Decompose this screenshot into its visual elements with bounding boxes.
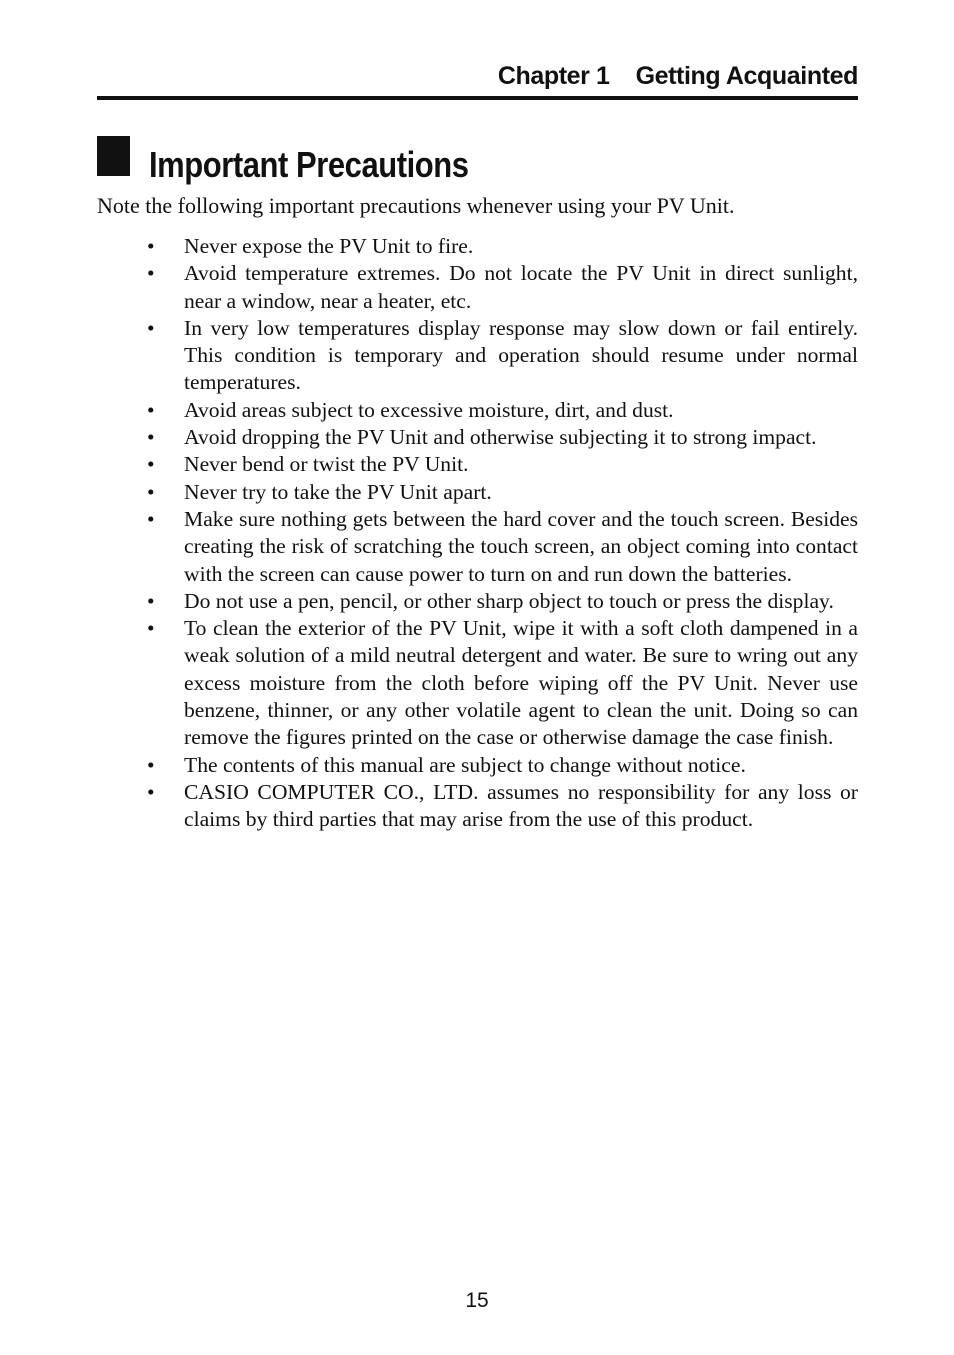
bullet-icon: • [147,452,155,477]
precautions-list [97,233,858,834]
section-marker-block [97,136,130,176]
list-item-text: Avoid temperature extremes. Do not locate the PV Unit in direct sunlight, near a window, near a heater, etc. [184,261,858,313]
list-item [97,506,858,588]
list-item-text: Do not use a pen, pencil, or other sharp object to touch or press the display. [184,588,834,613]
header-rule [97,96,858,100]
bullet-icon: • [147,315,155,340]
list-item [97,451,858,478]
list-item-text: CASIO COMPUTER CO., LTD. assumes no responsibility for any loss or claims by third parties that may arise from the use of this product. [184,779,858,832]
list-item [97,615,858,751]
list-item-text: Avoid areas subject to excessive moisture, dirt, and dust. [184,397,674,422]
chapter-title: Getting Acquainted [635,62,858,90]
list-item [97,315,858,397]
bullet-icon: • [147,588,155,613]
bullet-icon: • [147,506,155,531]
bullet-icon: • [147,425,155,450]
bullet-icon: • [147,261,155,286]
page-title: Important Precautions [149,144,469,185]
bullet-icon: • [147,779,155,804]
list-item [97,752,858,779]
list-item-text: Make sure nothing gets between the hard cover and the touch screen. Besides creating the risk of scratching the touch screen, an object coming into contact with the screen can cause power to turn on and run down the batteries. [184,506,858,586]
chapter-number: Chapter 1 [497,62,610,90]
bullet-icon: • [147,616,155,641]
running-header [97,60,858,92]
list-item [97,779,858,834]
list-item-text: In very low temperatures display response may slow down or fail entirely. This condition is temporary and operation should resume under normal temperatures. [184,315,858,395]
bullet-icon: • [147,397,155,422]
list-item [97,397,858,424]
bullet-icon: • [147,234,155,258]
list-item-text: The contents of this manual are subject to change without notice. [184,752,746,777]
list-item [97,260,858,315]
list-item [97,233,858,260]
list-item [97,424,858,451]
list-item [97,588,858,615]
bullet-icon: • [147,479,155,504]
list-item-text: To clean the exterior of the PV Unit, wipe it with a soft cloth dampened in a weak solution of a mild neutral detergent and water. Be sure to wring out any excess moisture from the cloth before wiping off the PV Unit. Never use benzene, thinner, or any other volatile agent to clean the unit. Doing so can remove the figures printed on the case or otherwise damage the case finish. [184,616,858,750]
bullet-icon: • [147,752,155,777]
list-item-text: Never expose the PV Unit to fire. [184,234,474,258]
list-item [97,479,858,506]
list-item-text: Never bend or twist the PV Unit. [184,452,469,477]
page-number: 15 [465,1289,489,1312]
list-item-text: Avoid dropping the PV Unit and otherwise subjecting it to strong impact. [184,425,817,450]
list-item-text: Never try to take the PV Unit apart. [184,479,492,504]
intro-paragraph: Note the following important precautions whenever using your PV Unit. [97,193,735,218]
